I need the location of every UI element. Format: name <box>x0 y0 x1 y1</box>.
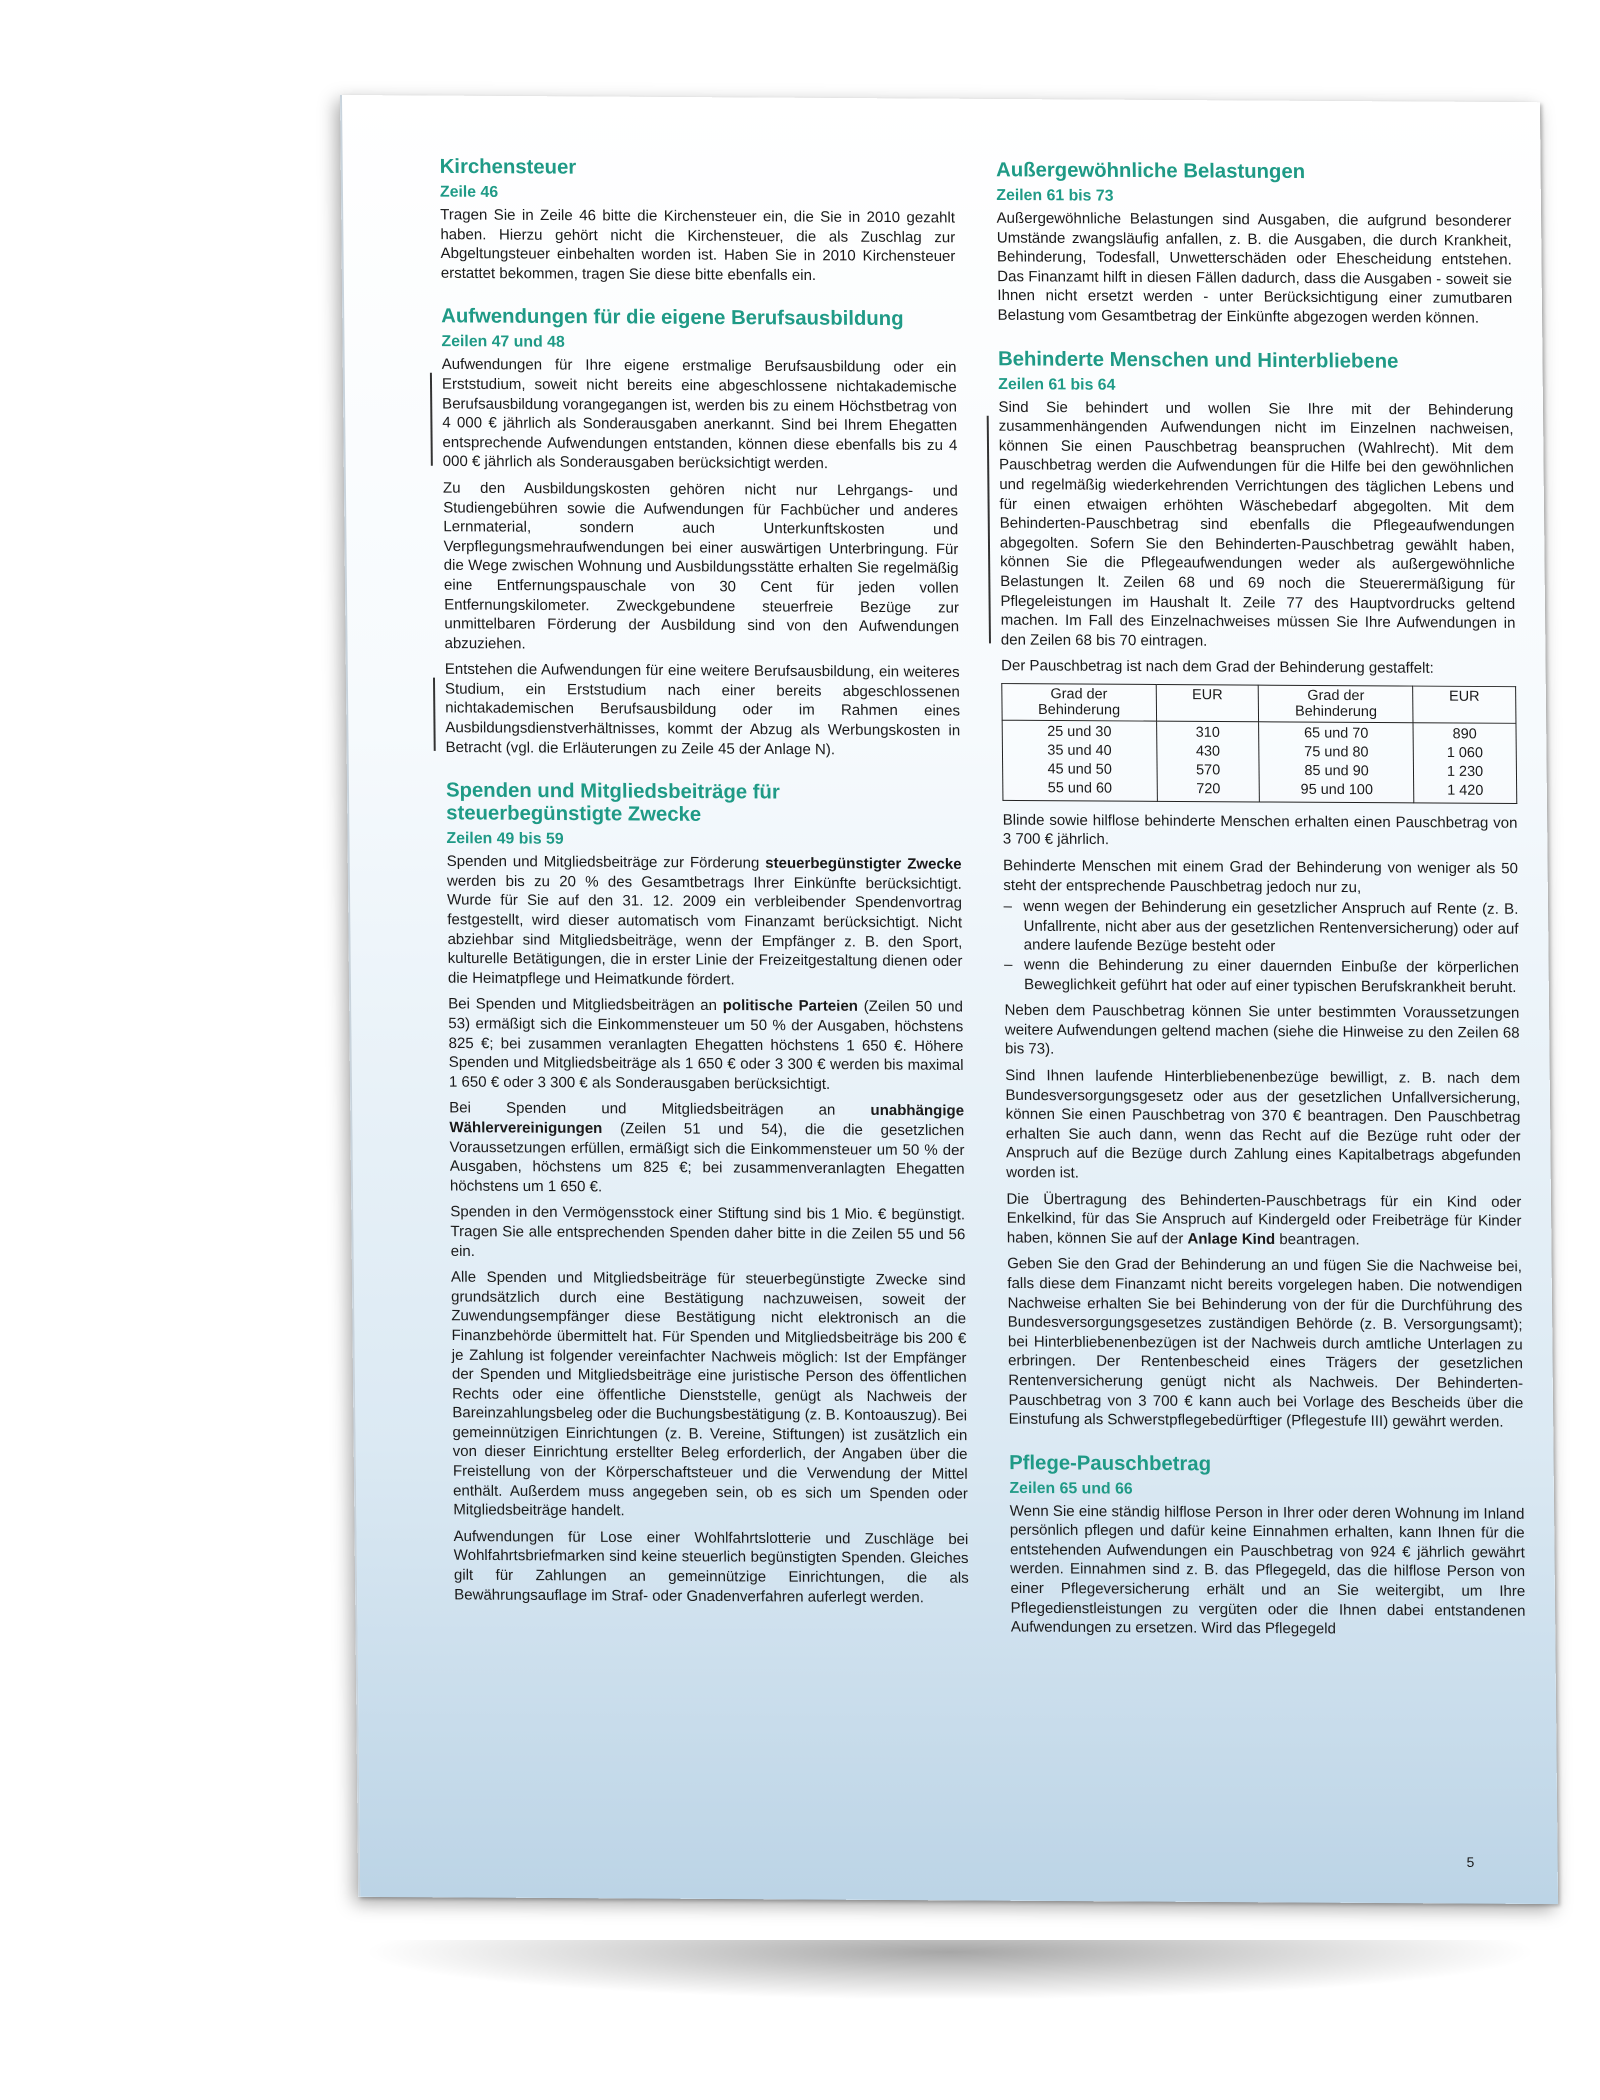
subheading-zeilen-61-64: Zeilen 61 bis 64 <box>998 375 1116 394</box>
paragraph: Wenn Sie eine ständig hilflose Person in Ihrer oder deren Wohnung im Inland persönlich pflegen und dafür keine Einnahmen erhalten, kann Ihnen für die entstehenden Aufwendungen ein Pauschbetrag von 924 € jährlich gewährt werden. Einnahmen sind z. B. das Pflegegeld, das die hilflose Person von einer Pflegeversicherung erhält und an Sie weitergibt, um Ihre Pflegedienstleistungen zu vergüten oder die Ihnen dabei entstandenen Aufwendungen zu ersetzen. Wird das Pflegegeld <box>1009 1502 1526 1638</box>
paragraph: Aufwendungen für Lose einer Wohlfahrtslotterie und Zuschläge bei Wohlfahrtsbriefmarken sind keine steuerlich begünstigten Spenden. Gleiches gilt für Zahlungen an gemeinnützige Einrichtungen, die als Bewährungsauflage im Straf- oder Gnadenverfahren auferlegt werden. <box>453 1527 969 1606</box>
text: beantragen. <box>1275 1230 1360 1249</box>
left-column <box>440 155 970 1629</box>
paragraph: Der Pauschbetrag ist nach dem Grad der Behinderung gestaffelt: <box>1001 657 1434 678</box>
table-header-eur: EUR <box>1413 686 1516 723</box>
heading-spenden: Spenden und Mitgliedsbeiträge für steuerbegünstigte Zwecke <box>445 778 780 827</box>
page-number: 5 <box>1466 1854 1475 1870</box>
paragraph: Sind Ihnen laufende Hinterbliebenenbezüge bewilligt, z. B. nach dem Bundesversorgungsgesetz oder aus der gesetzlichen Unfallversicherung, können Sie einen Pauschbetrag von 370 € beantragen. Den Pauschbetrag erhalten Sie auch dann, wenn das Recht auf die Bezüge ruht oder der Anspruch auf die Bezüge durch Zahlung eines Kapitalbetrags abgefunden worden ist. <box>1005 1067 1521 1182</box>
table-header-row <box>1002 683 1516 723</box>
text: werden bis zu 20 % des Gesamtbetrags Ihrer Einkünfte berücksichtigt. Wurde für Sie auf den 31. 12. 2009 ein verbleibender Spendenvortrag festgestellt, wird dieser automatisch vom Finanzamt berücksichtigt. Nicht abziehbar sind Mitgliedsbeiträge, wenn der Empfänger z. B. den Sport, kulturelle Betätigungen, die in erster Linie der Freizeitgestaltung dienen oder die Heimatpflege und Heimatkunde fördert. <box>446 872 963 989</box>
paragraph: Geben Sie den Grad der Behinderung an und fügen Sie die Nachweise bei, falls diese dem Finanzamt nicht bereits vorgelegen haben. Die notwendigen Nachweise erhalten Sie bei Behinderung von der für die Durchführung des Bundesversorgungsgesetzes zuständigen Behörde (z. B. Versorgungsamt); bei Hinterbliebenenbezügen ist der Nachweis durch amtliche Unterlagen zu erbringen. Der Rentenbescheid eines Trägers der gesetzlichen Rentenversicherung genügt nicht als Nachweis. Der Behinderten-Pauschbetrag von 3 700 € kann auch bei Vorlage des Bescheids über die Einstufung als Schwerstpflegebedürftiger (Pflegestufe III) gewährt werden. <box>1007 1255 1524 1431</box>
paragraph: Blinde sowie hilflose behinderte Menschen erhalten einen Pauschbetrag von 3 700 € jährlich. <box>1002 811 1518 849</box>
bold-text: unabhängige Wählervereinigungen <box>449 1102 965 1137</box>
list-item: – wenn wegen der Behinderung ein gesetzlicher Anspruch auf Rente (z. B. Unfallrente, nicht aber aus der gesetzlichen Rentenversicherung) oder auf andere laufende Bezüge besteht oder <box>1003 897 1518 958</box>
heading-pflege-pauschbetrag: Pflege-Pauschbetrag <box>1009 1451 1212 1475</box>
text: Bei Spenden und Mitgliedsbeiträgen an <box>449 1099 871 1120</box>
bold-text: steuerbegünstigter Zwecke <box>765 855 962 874</box>
paragraph <box>1006 1190 1521 1251</box>
heading-berufsausbildung: Aufwendungen für die eigene Berufsausbildung <box>441 304 904 331</box>
paragraph: Zu den Ausbildungskosten gehören nicht nur Lehrgangs- und Studiengebühren sowie die Aufwendungen für Fachbücher und anderes Lernmaterial, sondern auch Unterkunftskosten und Verpflegungsmehraufwendungen bei einer auswärtigen Unterbringung. Für die Wege zwischen Wohnung und Ausbildungsstätte erhalten Sie regelmäßig eine Entfernungspauschale von 30 Cent für jeden vollen Entfernungskilometer. Zweckgebundene steuerfreie Bezüge zur unmittelbaren Förderung der Ausbildung sind von den Aufwendungen abzuziehen. <box>442 479 960 653</box>
table-header-grad: Grad der Behinderung <box>1002 683 1157 721</box>
paragraph: Tragen Sie in Zeile 46 bitte die Kirchensteuer ein, die Sie in 2010 gezahlt haben. Hierzu gehört nicht die Kirchensteuer, die als Zuschlag zur Abgeltungsteuer einbehalten worden ist. Haben Sie in 2010 Kirchensteuer erstattet bekommen, tragen Sie diese bitte ebenfalls ein. <box>440 206 956 284</box>
pauschbetrag-table <box>1001 683 1517 804</box>
table-cell-grad: 25 und 30 35 und 40 45 und 50 55 und 60 <box>1002 720 1157 801</box>
table-cell-eur: 890 1 060 1 230 1 420 <box>1413 723 1517 804</box>
table-cell-grad: 65 und 70 75 und 80 85 und 90 95 und 100 <box>1259 722 1414 803</box>
paragraph: Entstehen die Aufwendungen für eine weitere Berufsausbildung, ein weiteres Studium, ein Erststudium nach einer bereits abgeschlossenen nichtakademischen Berufsausbildung oder im Rahmen eines Ausbildungsdienstverhältnisses, kommt der Abzug als Werbungskosten in Betracht (vgl. die Erläuterungen zu Zeile 45 der Anlage N). <box>445 660 961 760</box>
section-kirchensteuer <box>440 155 956 286</box>
text: Die Übertragung des Behinderten-Pauschbetrags für ein Kind oder Enkelkind, für das Sie Anspruch auf Kindergeld oder Freibeträge für Kinder haben, können Sie auf der <box>1006 1190 1522 1248</box>
section-berufsausbildung <box>441 305 960 760</box>
paragraph <box>448 995 964 1095</box>
subheading-zeilen-47-48: Zeilen 47 und 48 <box>441 333 565 352</box>
bold-text: Anlage Kind <box>1187 1230 1276 1248</box>
paragraph: Alle Spenden und Mitgliedsbeiträge für steuerbegünstigte Zwecke sind grundsätzlich durch eine Bestätigung nachzuweisen, soweit der Zuwendungsempfänger diese Bestätigung nicht elektronisch an die Finanzbehörde übermittelt hat. Für Spenden und Mitgliedsbeiträge bis 200 € je Zahlung ist folgender vereinfachter Nachweis möglich: Ist der Empfänger der Spenden und Mitgliedsbeiträge eine juristische Person des öffentlichen Rechts oder eine öffentliche Dienststelle, genügt als Nachweis der Bareinzahlungsbeleg oder die Buchungsbestätigung (z. B. Kontoauszug). Bei gemeinnützigen Einrichtungen (z. B. Vereine, Stiftungen) ist zusätzlich ein von dieser Einrichtung erstellter Beleg erforderlich, der Angaben über die Freistellung von der Körperschaftsteuer und die Verwendung der Mittel enthält. Außerdem muss angegeben sein, ob es sich um Spenden oder Mitgliedsbeiträge handelt. <box>450 1268 968 1520</box>
subheading-zeile-46: Zeile 46 <box>439 183 499 201</box>
heading-kirchensteuer: Kirchensteuer <box>439 155 577 179</box>
paragraph: Sind Sie behindert und wollen Sie Ihre mit der Behinderung zusammenhängenden Aufwendungen nicht im Einzelnen nachweisen, können Sie einen Pauschbetrag beanspruchen (Wahlrecht). Mit dem Pauschbetrag werden die Aufwendungen für die Hilfe bei den gewöhnlichen und regelmäßig wiederkehrenden Verrichtungen des täglichen Lebens und für einen etwaigen erhöhten Wäschebedarf abgegolten. Mit dem Behinderten-Pauschbetrag sind ebenfalls die Pflegeaufwendungen abgegolten. Sofern Sie den Behinderten-Pauschbetrag gewählt haben, können Sie die Pflegeaufwendungen weder als außergewöhnliche Belastungen lt. Zeilen 68 und 69 noch die Steuerermäßigung für Pflegeleistungen im Haushalt lt. Zeile 77 des Hauptvordrucks geltend machen. Im Fall des Einzelnachweises müssen Sie Ihre Aufwendungen in den Zeilen 68 bis 70 eintragen. <box>998 398 1515 653</box>
section-pflege-pauschbetrag <box>1009 1451 1526 1640</box>
right-column <box>996 158 1526 1662</box>
list-item: – wenn die Behinderung zu einer dauernden Einbuße der körperlichen Beweglichkeit geführt hat oder auf einer typischen Berufskrankheit beruht. <box>1004 955 1519 997</box>
table-header-eur: EUR <box>1156 684 1259 721</box>
text: Spenden und Mitgliedsbeiträge zur Förderung <box>446 853 766 872</box>
heading-behinderte-menschen: Behinderte Menschen und Hinterbliebene <box>997 347 1399 373</box>
bold-text: politische Parteien <box>722 997 859 1016</box>
page-shadow <box>360 1940 1540 2000</box>
section-spenden <box>446 779 969 1608</box>
section-behinderte-menschen <box>998 347 1524 1432</box>
table-row <box>1002 720 1517 803</box>
paragraph <box>449 1099 965 1199</box>
text: (Zeilen 50 und 53) ermäßigt sich die Einkommensteuer um 50 % der Ausgaben, höchstens 825 €; bei zusammen veranlagten Ehegatten höchstens 1 650 €. Höhere Spenden und Mitgliedsbeiträge als 1 650 € oder 3 300 € werden bis maximal 1 650 € oder 3 300 € als Sonderausgaben berücksichtigt. <box>448 998 964 1093</box>
subheading-zeilen-61-73: Zeilen 61 bis 73 <box>996 187 1114 205</box>
paragraph: Außergewöhnliche Belastungen sind Ausgaben, die aufgrund besonderer Umstände zwangsläufig anfallen, z. B. die Ausgaben, die durch Krankheit, Behinderung, Todesfall, Unwetterschäden oder Ehescheidung entstehen. Das Finanzamt hilft in diesen Fällen dadurch, dass die Ausgaben - soweit sie Ihnen nicht ersetzt werden - unter Berücksichtigung einer zumutbaren Belastung vom Gesamtbetrag der Einkünfte abgezogen werden können. <box>996 209 1513 327</box>
paragraph: Behinderte Menschen mit einem Grad der Behinderung von weniger als 50 steht der entsprechende Pauschbetrag jedoch nur zu, <box>1003 857 1519 896</box>
table-header-grad: Grad der Behinderung <box>1259 685 1414 723</box>
paragraph: Neben dem Pauschbetrag können Sie unter bestimmten Voraussetzungen weitere Aufwendungen geltend machen (siehe die Hinweise zu den Zeilen 68 bis 73). <box>1004 1002 1520 1058</box>
paragraph <box>447 852 963 991</box>
text: (Zeilen 51 und 54), die die gesetzlichen Voraussetzungen erfüllen, ermäßigt sich die Einkommensteuer um 50 % der Ausgaben, höchstens um 825 €; bei zusammenveranlagten Ehegatten höchstens um 1 650 €. <box>449 1120 965 1196</box>
paragraph: Aufwendungen für Ihre eigene erstmalige Berufsausbildung oder ein Erststudium, soweit nicht bereits eine abgeschlossene nichtakademische Berufsausbildung vorangegangen ist, werden bis zu einem Höchstbetrag von 4 000 € jährlich als Sonderausgaben anerkannt. Sind bei Ihrem Ehegatten entsprechende Aufwendungen entstanden, können diese ebenfalls bis zu 4 000 € jährlich als Sonderausgaben berücksichtigt werden. <box>442 355 958 475</box>
condition-list <box>1003 897 1519 997</box>
text: Bei Spenden und Mitgliedsbeiträgen an <box>448 995 723 1015</box>
paragraph: Spenden in den Vermögensstock einer Stiftung sind bis 1 Mio. € begünstigt. Tragen Sie alle entsprechenden Spenden daher bitte in die Zeilen 55 und 56 ein. <box>450 1203 966 1260</box>
subheading-zeilen-65-66: Zeilen 65 und 66 <box>1009 1479 1133 1498</box>
table-cell-eur: 310 430 570 720 <box>1156 721 1260 802</box>
section-aussergewoehnliche-belastungen <box>996 158 1512 328</box>
document-page <box>340 95 1558 1904</box>
subheading-zeilen-49-59: Zeilen 49 bis 59 <box>446 830 564 848</box>
heading-aussergewoehnliche-belastungen: Außergewöhnliche Belastungen <box>995 158 1306 184</box>
